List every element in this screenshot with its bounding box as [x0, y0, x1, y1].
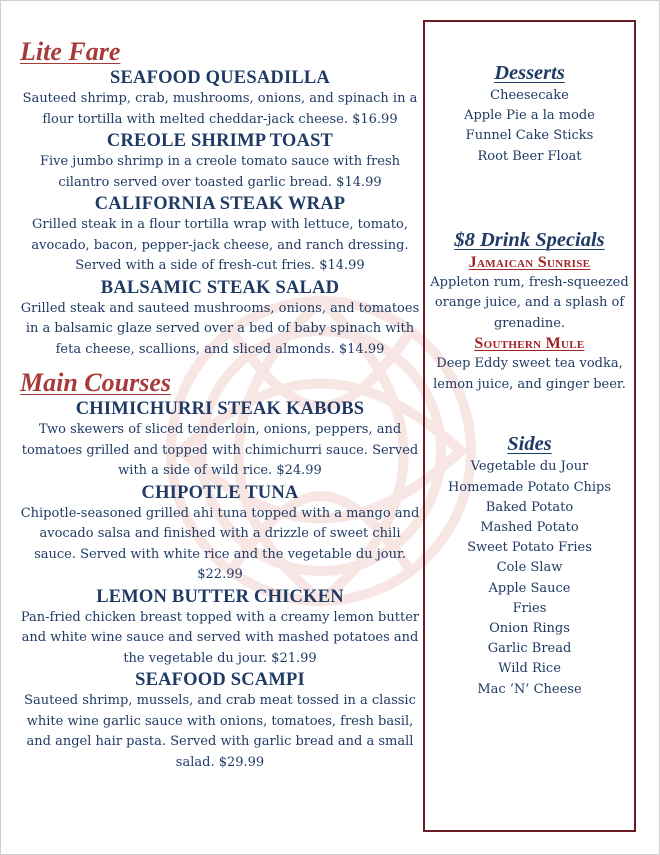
menu-item-description: Chipotle-seasoned grilled ahi tuna topped with a mango and avocado salsa and finished with a drizzle of sweet chili sauce. Served with white rice and the vegetable du jour. $22.99 — [20, 505, 420, 582]
side-item: Cole Slaw — [496, 560, 563, 576]
left-column — [15, 37, 425, 773]
side-item: Vegetable du Jour — [470, 459, 589, 475]
menu-item — [15, 482, 425, 586]
lite-fare-title: Lite Fare — [20, 37, 121, 66]
menu-item-description: Five jumbo shrimp in a creole tomato sauce with fresh cilantro served over toasted garlic bread. $14.99 — [39, 154, 401, 190]
menu-item-description: Sauteed shrimp, crab, mushrooms, onions, and spinach in a flour tortilla with melted cheddar-jack cheese. $16.99 — [22, 91, 418, 127]
drink-name: Southern Mule — [474, 335, 585, 353]
side-item: Sweet Potato Fries — [467, 540, 592, 556]
menu-item — [15, 398, 425, 482]
side-item: Homemade Potato Chips — [447, 479, 612, 495]
menu-item-name: SEAFOOD QUESADILLA — [110, 68, 330, 88]
menu-item-name: LEMON BUTTER CHICKEN — [96, 586, 344, 607]
menu-item-description: Two skewers of sliced tenderloin, onions, peppers, and tomatoes grilled and topped with chimichurri sauce. Served with a side of wild rice. $24.99 — [21, 422, 419, 478]
menu-item — [15, 277, 425, 361]
menu-item — [15, 130, 425, 193]
menu-item-name: SEAFOOD SCAMPI — [135, 670, 305, 690]
drink-description: Appleton rum, fresh-squeezed orange juice, and a splash of grenadine. — [430, 274, 629, 331]
menu-item — [15, 67, 425, 130]
drink-description: Deep Eddy sweet tea vodka, lemon juice, and ginger beer. — [433, 356, 626, 392]
sides-list — [425, 457, 634, 699]
side-item: Apple Sauce — [488, 580, 571, 596]
menu-item — [15, 586, 425, 670]
side-item: Garlic Bread — [487, 641, 572, 657]
dessert-item: Cheesecake — [490, 88, 569, 103]
menu-item — [15, 193, 425, 277]
drink-name: Jamaican Sunrise — [468, 253, 591, 271]
menu-item-description: Grilled steak and sauteed mushrooms, onions, and tomatoes in a balsamic glaze served over a bed of baby spinach with feta cheese, scallions, and sliced almonds. $14.99 — [20, 300, 420, 357]
dessert-item: Apple Pie a la mode — [464, 108, 595, 124]
menu-item-name: CHIPOTLE TUNA — [141, 482, 299, 503]
menu-item-name: BALSAMIC STEAK SALAD — [100, 277, 340, 298]
menu-item-description: Grilled steak in a flour tortilla wrap with lettuce, tomato, avocado, bacon, pepper-jack cheese, and ranch dressing. Served with a side of fresh-cut fries. $14.99 — [31, 217, 409, 273]
dessert-item: Funnel Cake Sticks — [465, 128, 594, 144]
side-item: Mac ‘N’ Cheese — [477, 681, 582, 697]
menu-item-description: Pan-fried chicken breast topped with a creamy lemon butter and white wine sauce and served with mashed potatoes and the vegetable du jour. $21.99 — [20, 609, 420, 666]
side-item: Onion Rings — [489, 620, 570, 636]
side-item: Baked Potato — [485, 499, 574, 515]
dessert-item: Root Beer Float — [477, 148, 582, 164]
drink-specials-title: $8 Drink Specials — [454, 228, 605, 251]
side-item: Wild Rice — [498, 661, 561, 677]
sides-title: Sides — [507, 433, 552, 456]
menu-item-name: CHIMICHURRI STEAK KABOBS — [75, 399, 365, 419]
menu-item — [15, 669, 425, 773]
main-courses-title: Main Courses — [20, 368, 171, 397]
side-item: Fries — [512, 600, 547, 616]
side-item: Mashed Potato — [480, 519, 579, 535]
menu-item-name: CALIFORNIA STEAK WRAP — [94, 194, 346, 214]
menu-item-description: Sauteed shrimp, mussels, and crab meat tossed in a classic white wine garlic sauce with onions, tomatoes, fresh basil, and angel hair pasta. Served with garlic bread and a small salad. $29.99 — [24, 693, 416, 770]
desserts-title: Desserts — [494, 62, 565, 84]
specials-box — [423, 20, 636, 832]
menu-item-name: CREOLE SHRIMP TOAST — [106, 131, 334, 151]
drinks-list — [425, 253, 634, 396]
desserts-list — [425, 86, 634, 167]
